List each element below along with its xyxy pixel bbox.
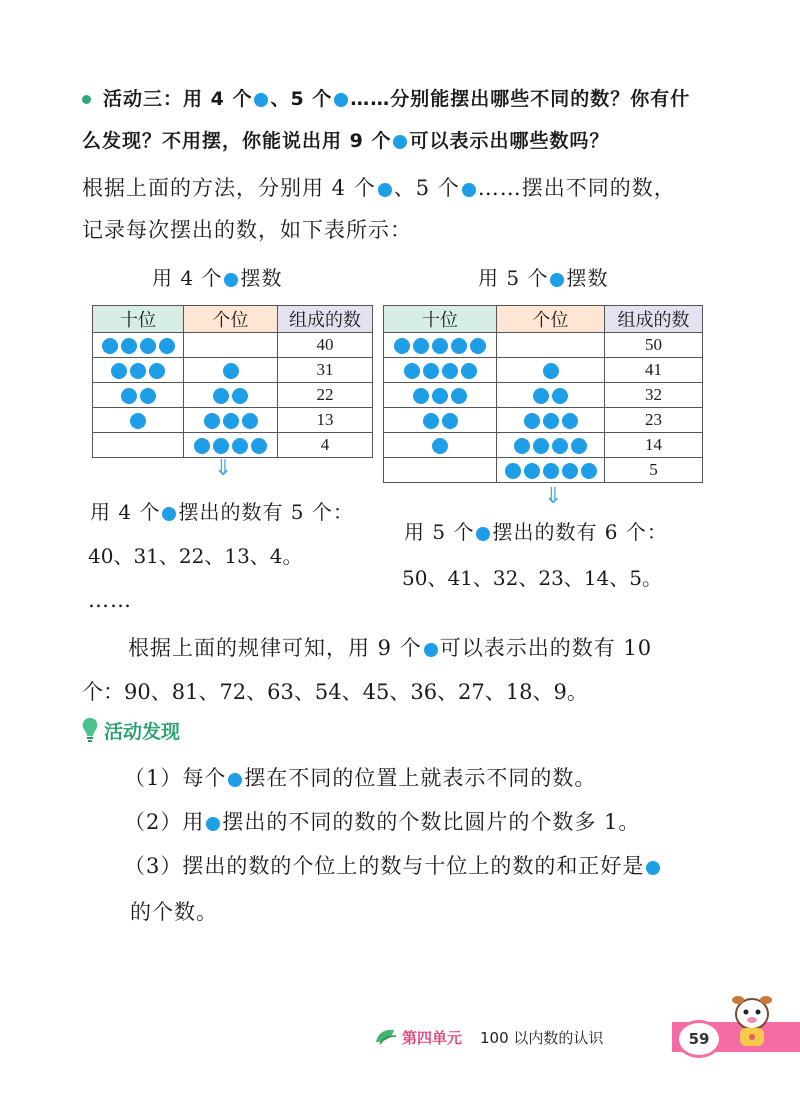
disc-icon bbox=[223, 413, 239, 429]
header-ones: 个位 bbox=[497, 306, 605, 333]
disc-icon bbox=[393, 135, 407, 149]
disc-icon bbox=[378, 183, 392, 197]
ones-cell bbox=[497, 383, 605, 408]
disc-icon bbox=[159, 338, 175, 354]
disc-icon bbox=[213, 388, 229, 404]
conclusion-line1: 根据上面的规律可知，用 9 个 可以表示出的数有 10 bbox=[128, 636, 653, 660]
number-cell: 50 bbox=[605, 333, 703, 358]
lightbulb-icon bbox=[80, 717, 100, 743]
disc-icon bbox=[149, 363, 165, 379]
table-4-discs bbox=[92, 305, 373, 458]
disc-icon bbox=[461, 363, 477, 379]
page-number: 59 bbox=[676, 1020, 722, 1058]
disc-icon bbox=[140, 388, 156, 404]
tens-cell bbox=[384, 458, 497, 483]
disc-icon bbox=[562, 463, 578, 479]
disc-icon bbox=[254, 93, 268, 107]
disc-icon bbox=[543, 463, 559, 479]
disc-icon bbox=[413, 388, 429, 404]
disc-icon bbox=[423, 363, 439, 379]
ones-cell bbox=[497, 408, 605, 433]
disc-icon bbox=[533, 388, 549, 404]
number-cell: 22 bbox=[278, 383, 373, 408]
ones-cell bbox=[497, 458, 605, 483]
table-row bbox=[93, 383, 373, 408]
tens-cell bbox=[93, 408, 184, 433]
table-row bbox=[384, 458, 703, 483]
activity-heading: 活动三：用 4 个 、5 个 ……分别能摆出哪些不同的数？你有什 bbox=[82, 84, 690, 111]
disc-icon bbox=[432, 338, 448, 354]
disc-icon bbox=[432, 438, 448, 454]
number-cell: 13 bbox=[278, 408, 373, 433]
disc-icon bbox=[223, 363, 239, 379]
intro-line2: 记录每次摆出的数，如下表所示： bbox=[82, 218, 412, 242]
table5-result-list: 50、41、32、23、14、5。 bbox=[402, 566, 662, 590]
down-arrow-icon: ⇓ bbox=[544, 484, 563, 509]
disc-icon bbox=[404, 363, 420, 379]
table4-caption: 用 4 个 摆数 bbox=[152, 266, 283, 290]
disc-icon bbox=[121, 388, 137, 404]
disc-icon bbox=[228, 773, 242, 787]
header-tens: 十位 bbox=[93, 306, 184, 333]
finding-3: （3）摆出的数的个位上的数与十位上的数的和正好是 bbox=[124, 850, 662, 880]
disc-icon bbox=[442, 363, 458, 379]
disc-icon bbox=[224, 273, 238, 287]
disc-icon bbox=[130, 363, 146, 379]
footer-unit: 第四单元 bbox=[402, 1029, 463, 1047]
disc-icon bbox=[413, 338, 429, 354]
header-number: 组成的数 bbox=[278, 306, 373, 333]
disc-icon bbox=[470, 338, 486, 354]
table-row bbox=[93, 358, 373, 383]
header-tens: 十位 bbox=[384, 306, 497, 333]
table4-result: 用 4 个 摆出的数有 5 个： bbox=[90, 500, 354, 524]
disc-icon bbox=[524, 413, 540, 429]
number-cell: 32 bbox=[605, 383, 703, 408]
table4-result-list: 40、31、22、13、4。 bbox=[88, 544, 303, 568]
number-cell: 40 bbox=[278, 333, 373, 358]
disc-icon bbox=[206, 817, 220, 831]
finding-2: （2）用 摆出的不同的数的个数比圆片的个数多 1。 bbox=[124, 810, 641, 834]
tens-cell bbox=[384, 383, 497, 408]
tens-cell bbox=[384, 358, 497, 383]
disc-icon bbox=[524, 463, 540, 479]
tens-cell bbox=[93, 383, 184, 408]
disc-icon bbox=[451, 388, 467, 404]
number-cell: 23 bbox=[605, 408, 703, 433]
table-row bbox=[384, 433, 703, 458]
table-row bbox=[384, 358, 703, 383]
disc-icon bbox=[424, 643, 438, 657]
disc-icon bbox=[514, 438, 530, 454]
disc-icon bbox=[571, 438, 587, 454]
tens-cell bbox=[384, 408, 497, 433]
disc-icon bbox=[232, 438, 248, 454]
disc-icon bbox=[140, 338, 156, 354]
conclusion-line2: 个：90、81、72、63、54、45、36、27、18、9。 bbox=[82, 680, 588, 704]
table5-result: 用 5 个 摆出的数有 6 个： bbox=[404, 520, 668, 544]
tens-cell bbox=[93, 433, 184, 458]
disc-icon bbox=[550, 273, 564, 287]
disc-icon bbox=[232, 388, 248, 404]
disc-icon bbox=[562, 413, 578, 429]
disc-icon bbox=[543, 413, 559, 429]
ones-cell bbox=[497, 433, 605, 458]
disc-icon bbox=[162, 507, 176, 521]
findings-title: 活动发现 bbox=[104, 721, 181, 743]
header-ones: 个位 bbox=[184, 306, 278, 333]
table-row bbox=[93, 333, 373, 358]
disc-icon bbox=[121, 338, 137, 354]
number-cell: 14 bbox=[605, 433, 703, 458]
number-cell: 31 bbox=[278, 358, 373, 383]
ones-cell bbox=[184, 383, 278, 408]
tens-cell bbox=[384, 333, 497, 358]
disc-icon bbox=[552, 388, 568, 404]
disc-icon bbox=[646, 861, 660, 875]
disc-icon bbox=[111, 363, 127, 379]
intro-line1: 根据上面的方法，分别用 4 个 、5 个 ……摆出不同的数， bbox=[82, 176, 676, 200]
disc-icon bbox=[102, 338, 118, 354]
disc-icon bbox=[432, 388, 448, 404]
number-cell: 5 bbox=[605, 458, 703, 483]
disc-icon bbox=[194, 438, 210, 454]
disc-icon bbox=[505, 463, 521, 479]
disc-icon bbox=[242, 413, 258, 429]
ones-cell bbox=[497, 333, 605, 358]
table5-caption: 用 5 个 摆数 bbox=[478, 266, 609, 290]
table-5-discs bbox=[383, 305, 703, 483]
cartoon-mascot-icon bbox=[724, 990, 780, 1054]
disc-icon bbox=[394, 338, 410, 354]
activity-heading-line2: 么发现？不用摆，你能说出用 9 个 可以表示出哪些数吗？ bbox=[82, 130, 610, 152]
tens-cell bbox=[93, 358, 184, 383]
disc-icon bbox=[334, 93, 348, 107]
table-row bbox=[93, 433, 373, 458]
disc-icon bbox=[533, 438, 549, 454]
table-row bbox=[384, 333, 703, 358]
table-row bbox=[384, 383, 703, 408]
disc-icon bbox=[581, 463, 597, 479]
number-cell: 4 bbox=[278, 433, 373, 458]
disc-icon bbox=[423, 413, 439, 429]
ones-cell bbox=[184, 358, 278, 383]
header-number: 组成的数 bbox=[605, 306, 703, 333]
disc-icon bbox=[552, 438, 568, 454]
ones-cell bbox=[184, 433, 278, 458]
bullet-icon bbox=[82, 95, 91, 104]
ones-cell bbox=[497, 358, 605, 383]
disc-icon bbox=[213, 438, 229, 454]
table-row bbox=[93, 408, 373, 433]
number-cell: 41 bbox=[605, 358, 703, 383]
disc-icon bbox=[462, 183, 476, 197]
tens-cell bbox=[93, 333, 184, 358]
ones-cell bbox=[184, 333, 278, 358]
leaf-icon bbox=[374, 1026, 398, 1046]
table-row bbox=[384, 408, 703, 433]
down-arrow-icon: ⇓ bbox=[214, 456, 233, 481]
ones-cell bbox=[184, 408, 278, 433]
finding-1: （1）每个 摆在不同的位置上就表示不同的数。 bbox=[124, 766, 597, 790]
disc-icon bbox=[204, 413, 220, 429]
disc-icon bbox=[476, 527, 490, 541]
tens-cell bbox=[384, 433, 497, 458]
disc-icon bbox=[451, 338, 467, 354]
disc-icon bbox=[130, 413, 146, 429]
disc-icon bbox=[442, 413, 458, 429]
disc-icon bbox=[543, 363, 559, 379]
ellipsis: …… bbox=[88, 588, 132, 612]
finding-3-cont: 的个数。 bbox=[130, 900, 218, 924]
disc-icon bbox=[251, 438, 267, 454]
footer-topic: 100 以内数的认识 bbox=[480, 1029, 604, 1047]
